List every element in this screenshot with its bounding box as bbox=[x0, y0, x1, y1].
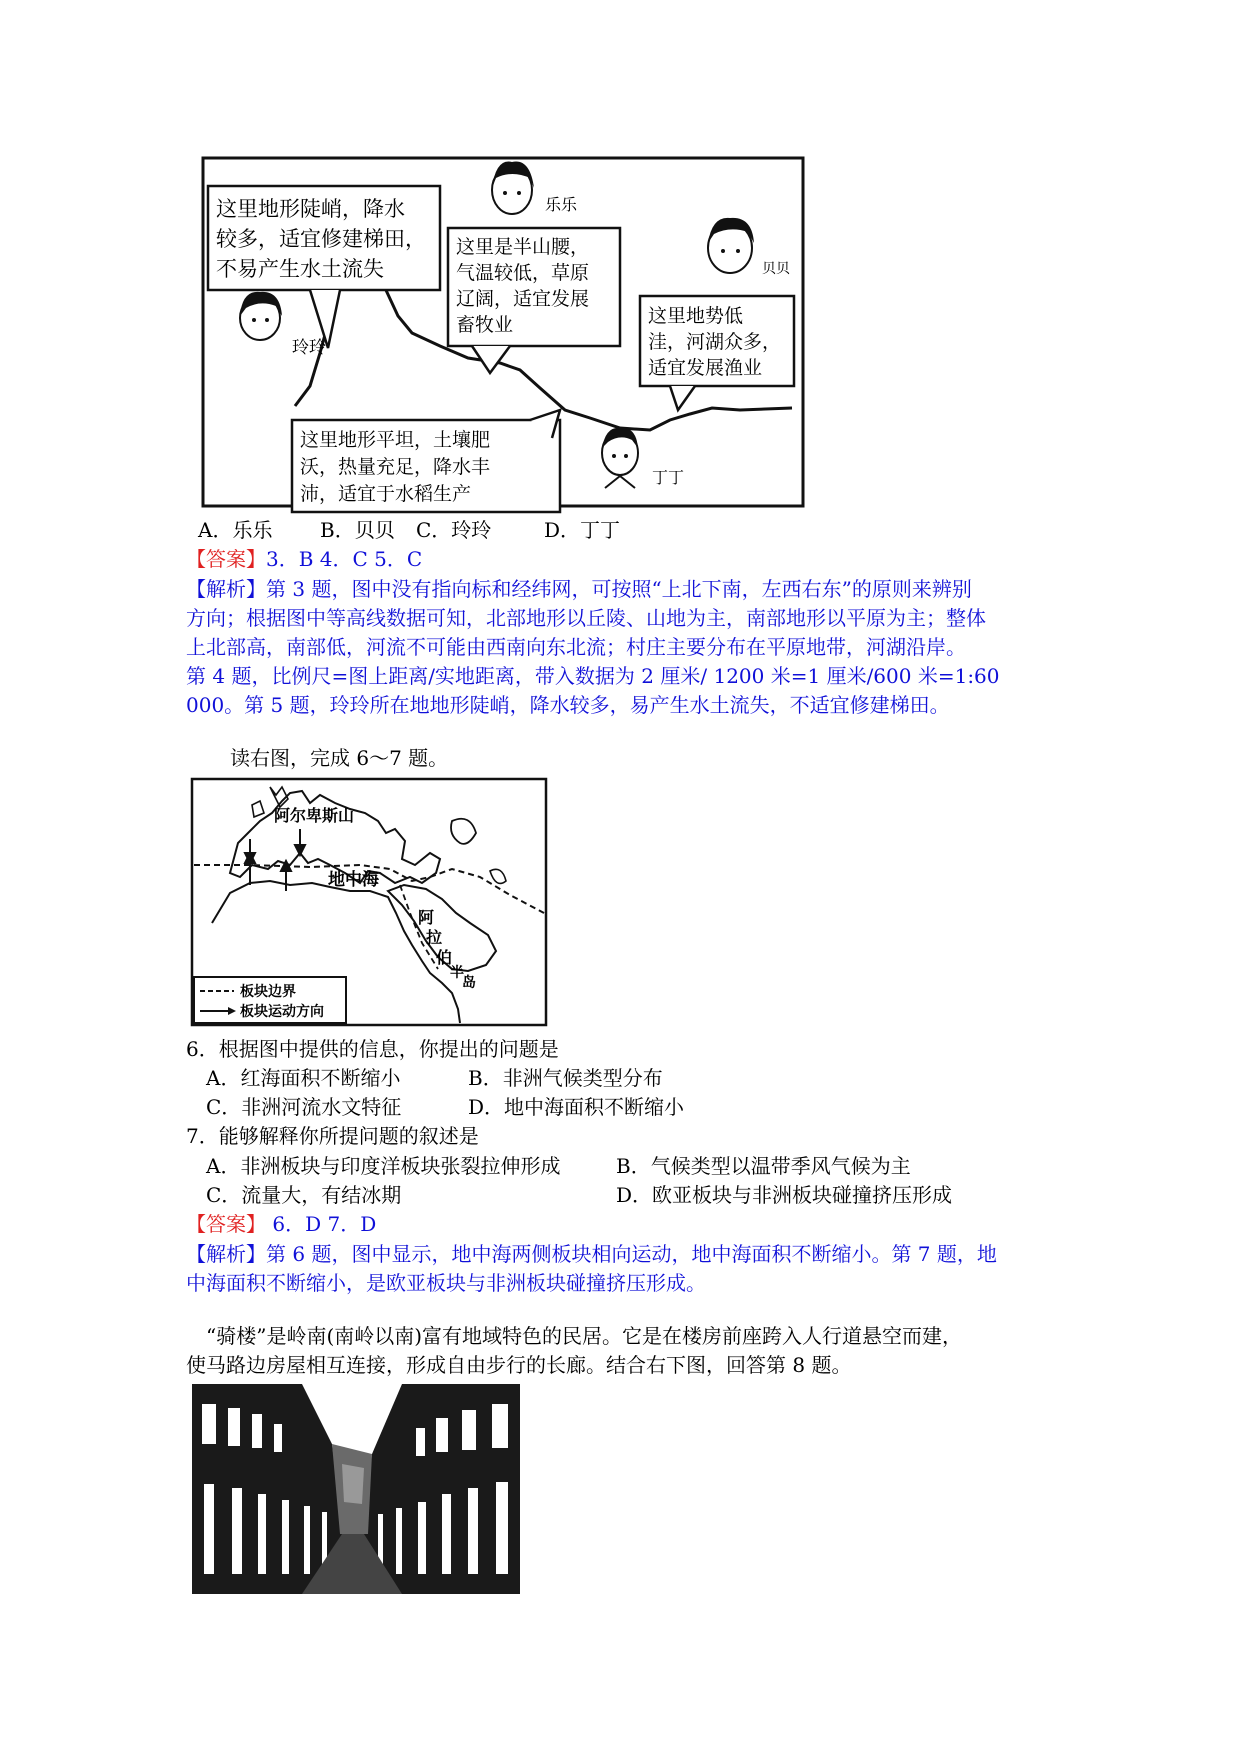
q6-option-b: B．非洲气候类型分布 bbox=[468, 1066, 663, 1090]
answer-6-7 bbox=[186, 1210, 376, 1238]
bubble-beibei-line: 这里地势低 bbox=[648, 305, 744, 327]
q5-option-c: C．玲玲 bbox=[416, 518, 492, 542]
answer-label: 【答案】 bbox=[186, 547, 266, 571]
bubble-dingding-line: 沛，适宜于水稻生产 bbox=[300, 483, 472, 505]
bubble-lele-line: 这里是半山腰， bbox=[456, 236, 590, 258]
q7-stem: 7．能够解释你所提问题的叙述是 bbox=[186, 1124, 479, 1148]
intro-6-7: 读右图，完成 6～7 题。 bbox=[230, 746, 449, 770]
q7-option-b: B．气候类型以温带季风气候为主 bbox=[616, 1154, 911, 1178]
bubble-beibei-line: 适宜发展渔业 bbox=[648, 357, 763, 379]
analysis-label: 【解析】 bbox=[186, 577, 266, 601]
map-label-arabia: 拉 bbox=[426, 928, 443, 947]
q5-option-d: D．丁丁 bbox=[544, 518, 621, 542]
analysis-text: 第 3 题，图中没有指向标和经纬网，可按照“上北下南，左西右东”的原则来辨别 bbox=[266, 577, 972, 601]
q7-options-row1 bbox=[206, 1152, 911, 1180]
intro-8-line: “骑楼”是岭南(南岭以南)富有地域特色的民居。它是在楼房前座跨入人行道悬空而建， bbox=[206, 1324, 963, 1348]
answer-text: 6．D 7．D bbox=[266, 1212, 377, 1236]
map-legend bbox=[194, 977, 346, 1023]
bubble-linling-line: 这里地形陡峭，降水 bbox=[216, 197, 405, 221]
q6-option-d: D．地中海面积不断缩小 bbox=[468, 1095, 685, 1119]
bubble-dingding bbox=[292, 410, 560, 512]
bubble-dingding-line: 沃，热量充足，降水丰 bbox=[300, 456, 491, 478]
legend-boundary: 板块边界 bbox=[240, 984, 296, 1000]
intro-8-line: 使马路边房屋相互连接，形成自由步行的长廊。结合右下图，回答第 8 题。 bbox=[186, 1353, 852, 1377]
map-label-arabia: 半 bbox=[450, 965, 464, 981]
name-beibei: 贝贝 bbox=[762, 261, 790, 277]
q7-option-c: C．流量大，有结冰期 bbox=[206, 1183, 402, 1207]
analysis-3-5-line: 第 4 题，比例尺=图上距离/实地距离，带入数据为 2 厘米/ 1200 米=1 厘米/600 米=1:60 bbox=[186, 664, 1000, 688]
q5-option-b: B．贝贝 bbox=[320, 518, 395, 542]
analysis-6-7-line: 中海面积不断缩小，是欧亚板块与非洲板块碰撞挤压形成。 bbox=[186, 1271, 706, 1295]
answer-label: 【答案】 bbox=[186, 1212, 266, 1236]
analysis-label: 【解析】 bbox=[186, 1242, 266, 1266]
q6-options-row2 bbox=[206, 1093, 684, 1121]
legend-motion: 板块运动方向 bbox=[240, 1004, 324, 1020]
bubble-linling-line: 较多，适宜修建梯田， bbox=[216, 227, 426, 251]
q5-option-a: A．乐乐 bbox=[198, 518, 273, 542]
map-label-alps: 阿尔卑斯山 bbox=[274, 806, 355, 825]
analysis-3-5-line: 000。第 5 题，玲玲所在地地形陡峭，降水较多，易产生水土流失，不适宜修建梯田。 bbox=[186, 693, 950, 717]
beibei-character-icon bbox=[708, 218, 754, 273]
map-label-arabia: 伯 bbox=[436, 948, 453, 967]
q6-option-c: C．非洲河流水文特征 bbox=[206, 1095, 402, 1119]
bubble-linling-line: 不易产生水土流失 bbox=[216, 257, 384, 281]
bubble-beibei-line: 洼，河湖众多， bbox=[648, 331, 782, 353]
bubble-dingding-line: 这里地形平坦，土壤肥 bbox=[300, 429, 491, 451]
analysis-3-5-line: 上北部高，南部低，河流不可能由西南向东北流；村庄主要分布在平原地带，河湖沿岸。 bbox=[186, 635, 966, 659]
analysis-3-5-line bbox=[186, 575, 972, 603]
map-label-mediterranean: 地中海 bbox=[328, 870, 379, 890]
bubble-lele-line: 辽阔，适宜发展 bbox=[456, 288, 590, 310]
name-dingding: 丁丁 bbox=[652, 468, 685, 487]
q7-option-a: A．非洲板块与印度洋板块张裂拉伸形成 bbox=[206, 1154, 561, 1178]
bubble-lele-line: 畜牧业 bbox=[456, 314, 514, 336]
map-label-arabia: 岛 bbox=[462, 975, 476, 991]
analysis-6-7-line bbox=[186, 1240, 997, 1268]
q7-option-d: D．欧亚板块与非洲板块碰撞挤压形成 bbox=[616, 1183, 953, 1207]
q6-options-row1 bbox=[206, 1064, 663, 1092]
arcade-street-photo bbox=[192, 1384, 520, 1594]
bubble-lele-line: 气温较低，草原 bbox=[456, 262, 590, 284]
plate-map-figure bbox=[190, 773, 550, 1031]
q7-options-row2 bbox=[206, 1181, 952, 1209]
terrain-cartoon-figure bbox=[200, 148, 812, 518]
name-lele: 乐乐 bbox=[545, 195, 578, 214]
lele-character-icon bbox=[492, 162, 534, 214]
q6-option-a: A．红海面积不断缩小 bbox=[206, 1066, 401, 1090]
map-label-arabia: 阿 bbox=[418, 908, 435, 927]
q5-options bbox=[198, 516, 620, 544]
linling-character-icon bbox=[240, 292, 282, 340]
q6-stem: 6．根据图中提供的信息，你提出的问题是 bbox=[186, 1037, 559, 1061]
analysis-text: 第 6 题，图中显示，地中海两侧板块相向运动，地中海面积不断缩小。第 7 题，地 bbox=[266, 1242, 997, 1266]
answer-3-5 bbox=[186, 545, 422, 573]
analysis-3-5-line: 方向；根据图中等高线数据可知，北部地形以丘陵、山地为主，南部地形以平原为主；整体 bbox=[186, 606, 986, 630]
name-linling: 玲玲 bbox=[292, 338, 326, 358]
answer-text: 3．B 4．C 5．C bbox=[266, 547, 423, 571]
